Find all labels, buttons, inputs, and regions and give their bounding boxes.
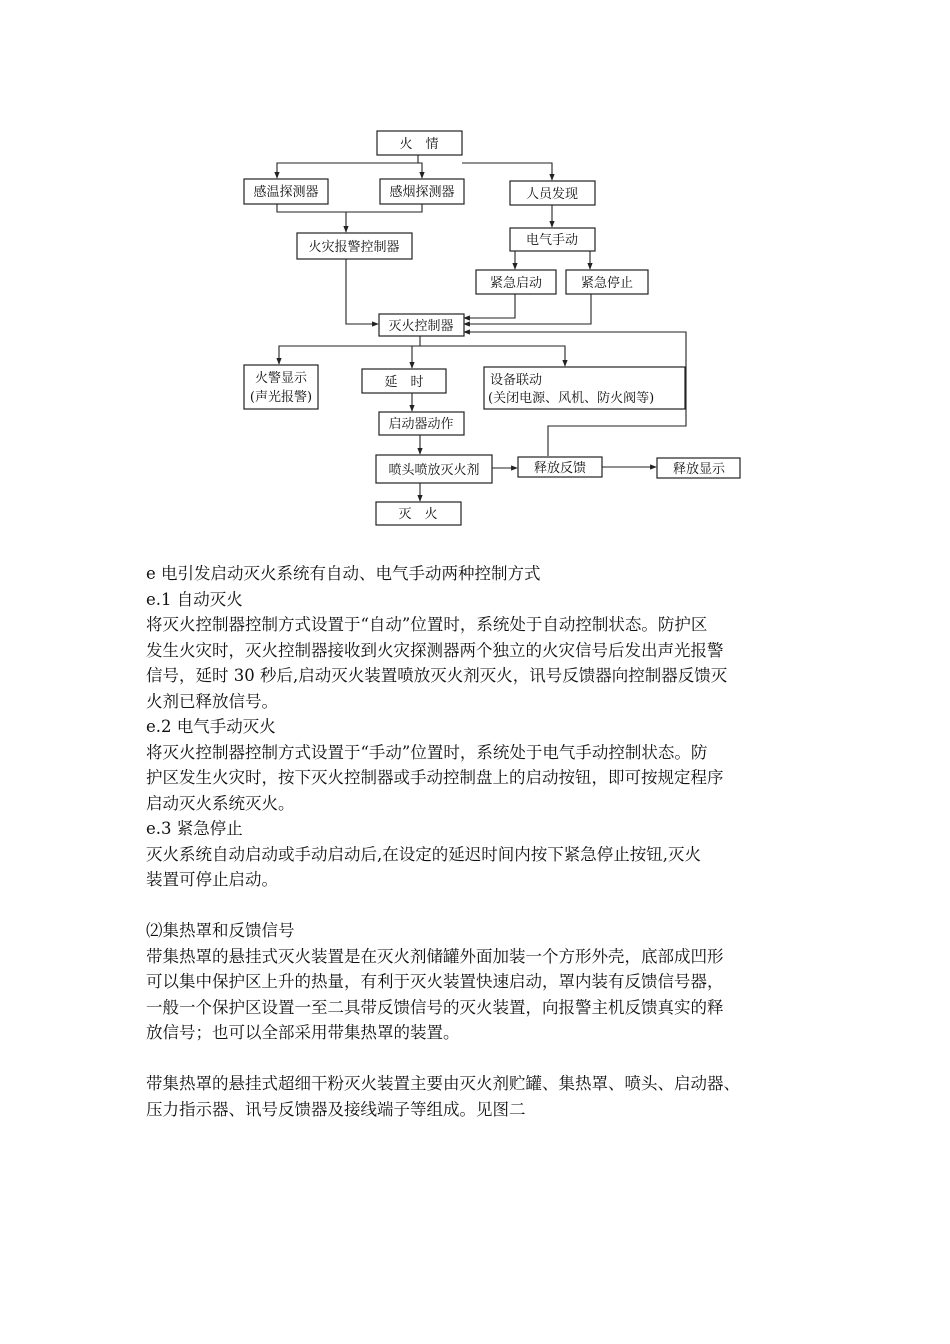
flowchart-edges — [277, 155, 686, 501]
section-2-line: 一般一个保护区设置一至二具带反馈信号的灭火装置，向报警主机反馈真实的释 — [146, 997, 724, 1017]
node-smoke-detector — [380, 179, 464, 204]
node-nozzle-release-label: 喷头喷放灭火剂 — [388, 463, 480, 478]
node-temp-detector-label: 感温探测器 — [253, 185, 319, 200]
node-release-display — [657, 458, 740, 478]
node-equipment-linkage-label-2: (关闭电源、风机、防火阀等) — [488, 391, 655, 406]
node-alarm-display — [244, 365, 318, 409]
node-extinguish-controller — [379, 314, 464, 336]
node-person-found-label: 人员发现 — [525, 187, 579, 202]
node-alarm-controller — [297, 233, 412, 259]
document-body — [146, 561, 826, 1122]
section-e3-line: 装置可停止启动。 — [146, 870, 278, 889]
section-e1-heading: e.1 自动灭火 — [146, 589, 243, 609]
node-alarm-display-label-2: (声光报警) — [249, 390, 313, 405]
node-electric-manual — [510, 228, 595, 251]
node-release-feedback — [518, 457, 602, 477]
node-nozzle-release — [376, 455, 492, 483]
node-extinguish-label: 灭 火 — [398, 507, 438, 522]
node-alarm-display-label-1: 火警显示 — [254, 371, 308, 386]
node-release-feedback-label: 释放反馈 — [533, 461, 587, 476]
section-e2-line: 护区发生火灾时，按下灭火控制器或手动控制盘上的启动按钮，即可按规定程序 — [146, 768, 724, 787]
node-extinguish — [376, 502, 461, 525]
section-e3-line: 灭火系统自动启动或手动启动后,在设定的延迟时间内按下紧急停止按钮,灭火 — [146, 844, 701, 864]
section-2-line: 带集热罩的悬挂式灭火装置是在灭火剂储罐外面加装一个方形外壳，底部成凹形 — [146, 946, 724, 966]
section-2-heading: ⑵集热罩和反馈信号 — [146, 921, 295, 940]
section-2-line: 放信号；也可以全部采用带集热罩的装置。 — [146, 1023, 460, 1042]
section-2-line: 可以集中保护区上升的热量，有利于灭火装置快速启动，罩内装有反馈信号器， — [146, 972, 724, 991]
node-electric-manual-label: 电气手动 — [525, 233, 579, 248]
node-emergency-stop — [566, 270, 648, 294]
paragraph-gap — [146, 893, 826, 919]
section-e1-line: 火剂已释放信号。 — [146, 691, 278, 711]
node-release-display-label: 释放显示 — [672, 462, 726, 477]
node-extinguish-controller-label: 灭火控制器 — [388, 319, 454, 334]
section-e1-line: 将灭火控制器控制方式设置于“自动”位置时，系统处于自动控制状态。防护区 — [146, 615, 708, 634]
node-fire-label: 火 情 — [399, 137, 439, 152]
node-smoke-detector-label: 感烟探测器 — [389, 185, 455, 200]
section-e3-heading: e.3 紧急停止 — [146, 819, 243, 838]
section-e2-line: 启动灭火系统灭火。 — [146, 793, 295, 813]
detectors-merge-line — [277, 204, 422, 212]
node-fire — [377, 131, 462, 155]
node-person-found — [510, 181, 595, 205]
section-e1-line: 信号，延时 30 秒后,启动灭火装置喷放灭火剂灭火，讯号反馈器向控制器反馈灭 — [146, 666, 728, 685]
node-emergency-start — [476, 270, 556, 294]
section-e1-line: 发生火灾时，灭火控制器接收到火灾探测器两个独立的火灾信号后发出声光报警 — [146, 640, 724, 660]
paragraph-3-line: 带集热罩的悬挂式超细干粉灭火装置主要由灭火剂贮罐、集热罩、喷头、启动器、 — [146, 1074, 740, 1093]
node-equipment-linkage-label-1: 设备联动 — [490, 373, 543, 388]
node-delay — [362, 369, 446, 393]
node-equipment-linkage — [484, 367, 685, 409]
node-starter-action-label: 启动器动作 — [388, 417, 454, 432]
node-starter-action — [379, 412, 464, 435]
node-delay-label: 延 时 — [384, 375, 424, 390]
node-emergency-stop-label: 紧急停止 — [580, 276, 634, 291]
node-emergency-start-label: 紧急启动 — [489, 276, 543, 291]
node-alarm-controller-label: 火灾报警控制器 — [308, 240, 400, 255]
paragraph-3-line: 压力指示器、讯号反馈器及接线端子等组成。见图二 — [146, 1099, 526, 1119]
node-temp-detector — [244, 179, 328, 204]
section-e2-heading: e.2 电气手动灭火 — [146, 717, 276, 736]
paragraph-gap — [146, 1046, 826, 1072]
section-e-heading: e 电引发启动灭火系统有自动、电气手动两种控制方式 — [146, 564, 541, 583]
fire-suppression-flowchart — [0, 0, 950, 545]
section-e2-line: 将灭火控制器控制方式设置于“手动”位置时，系统处于电气手动控制状态。防 — [146, 742, 708, 762]
